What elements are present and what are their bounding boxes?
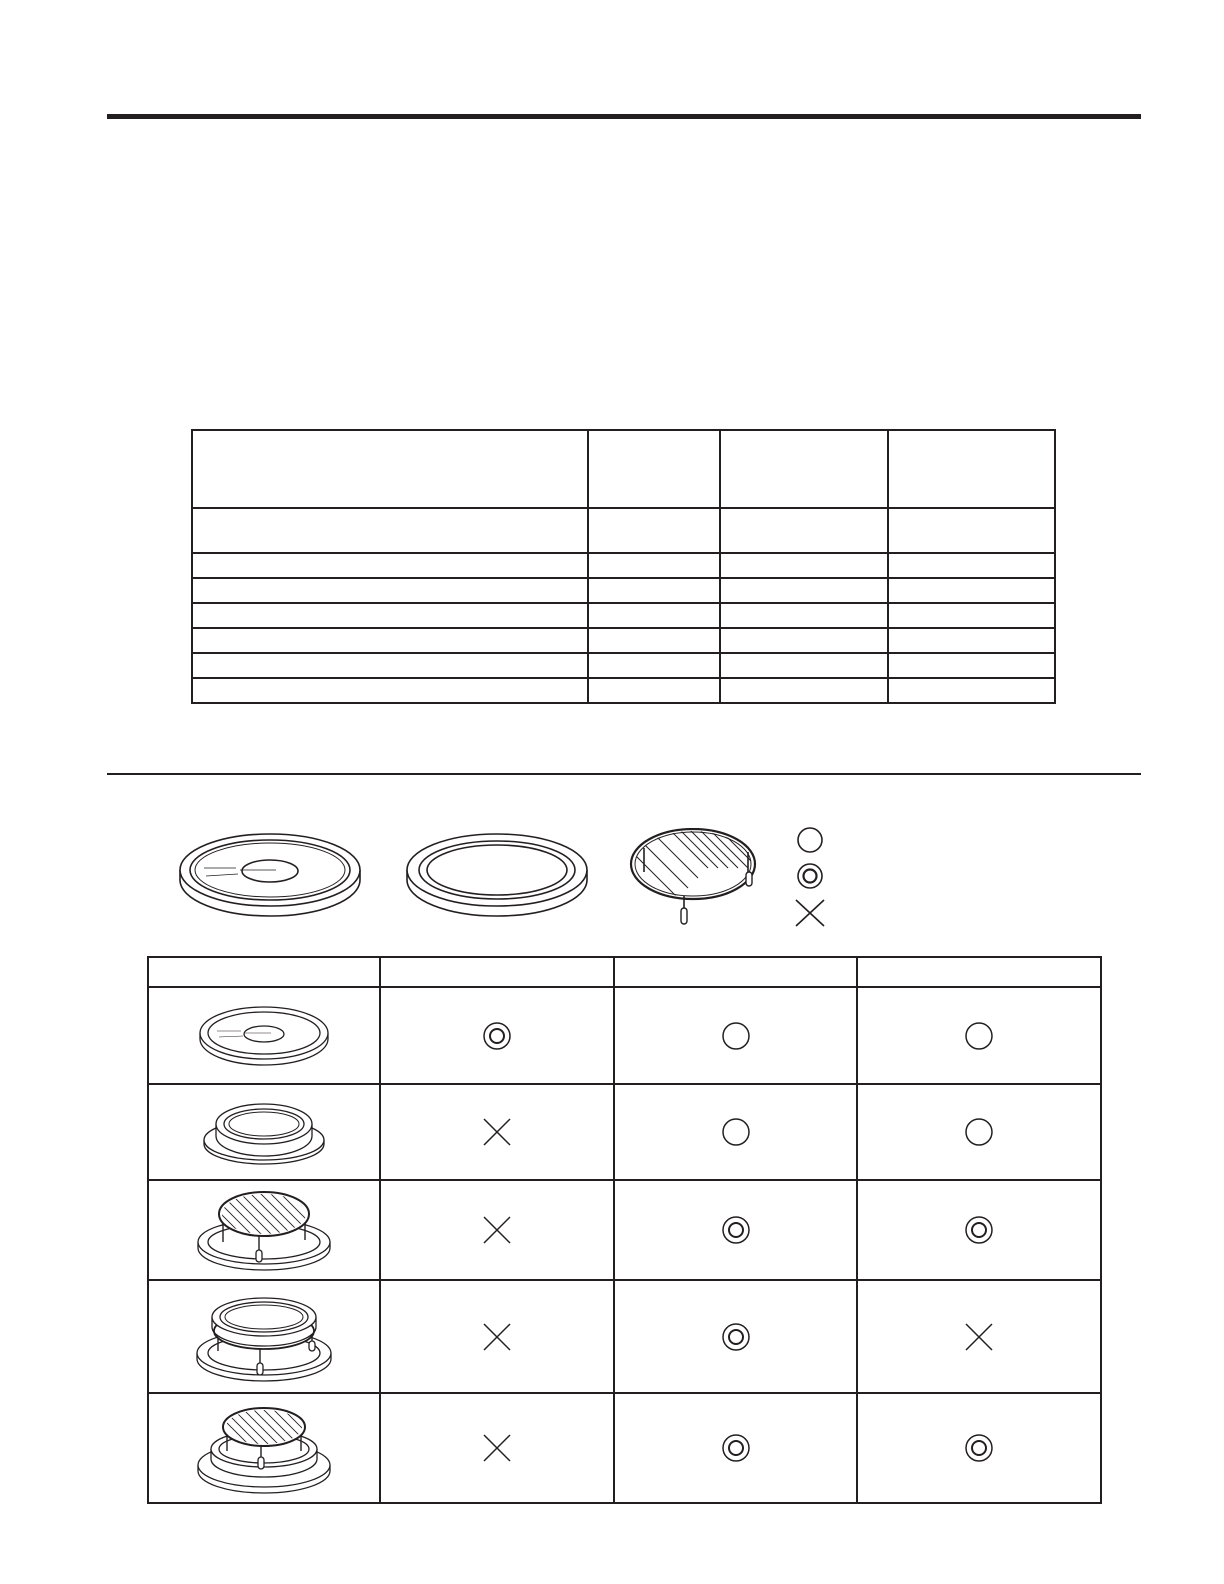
flat-tray-on-turntable-icon bbox=[202, 1096, 326, 1168]
turntable-tray-icon bbox=[176, 826, 364, 920]
rack-and-flat-tray-on-turntable-icon bbox=[195, 1401, 333, 1495]
circle-mark-icon bbox=[963, 1020, 995, 1052]
circle-mark-icon bbox=[720, 1020, 752, 1052]
accessory-usage-table bbox=[147, 956, 1102, 1504]
double-circle-mark-icon bbox=[720, 1214, 752, 1246]
table-row bbox=[192, 628, 1055, 653]
table-row bbox=[192, 603, 1055, 628]
usage-row-turntable bbox=[148, 987, 1101, 1084]
section-divider-thin bbox=[107, 773, 1141, 775]
table-row bbox=[192, 678, 1055, 703]
usage-row-rack-on-turntable bbox=[148, 1180, 1101, 1280]
metal-rack-icon bbox=[628, 828, 760, 932]
turntable-tray-icon bbox=[197, 1001, 331, 1071]
usage-row-flat-tray-on-turntable bbox=[148, 1084, 1101, 1180]
table-row bbox=[192, 553, 1055, 578]
x-symbol-icon bbox=[796, 900, 824, 926]
x-mark-icon bbox=[481, 1432, 513, 1464]
double-circle-mark-icon bbox=[481, 1020, 513, 1052]
circle-mark-icon bbox=[963, 1116, 995, 1148]
x-mark-icon bbox=[481, 1321, 513, 1353]
double-circle-mark-icon bbox=[963, 1214, 995, 1246]
usage-row-flat-tray-on-rack bbox=[148, 1280, 1101, 1393]
x-mark-icon bbox=[963, 1321, 995, 1353]
double-circle-mark-icon bbox=[720, 1432, 752, 1464]
double-circle-mark-icon bbox=[720, 1321, 752, 1353]
table-row bbox=[192, 508, 1055, 553]
table-row bbox=[192, 578, 1055, 603]
symbol-legend bbox=[790, 826, 850, 930]
rack-on-turntable-icon bbox=[195, 1188, 333, 1272]
x-mark-icon bbox=[481, 1116, 513, 1148]
table-header-row bbox=[192, 430, 1055, 508]
flat-tray-on-rack-icon bbox=[194, 1289, 334, 1385]
double-circle-symbol-icon bbox=[798, 864, 822, 888]
usage-table-header-row bbox=[148, 957, 1101, 987]
specifications-table bbox=[191, 429, 1056, 704]
double-circle-mark-icon bbox=[963, 1432, 995, 1464]
circle-symbol-icon bbox=[798, 828, 822, 852]
usage-row-rack-and-flat-tray bbox=[148, 1393, 1101, 1503]
x-mark-icon bbox=[481, 1214, 513, 1246]
table-row bbox=[192, 653, 1055, 678]
section-divider-thick bbox=[107, 114, 1141, 119]
circle-mark-icon bbox=[720, 1116, 752, 1148]
flat-tray-icon bbox=[404, 826, 590, 920]
